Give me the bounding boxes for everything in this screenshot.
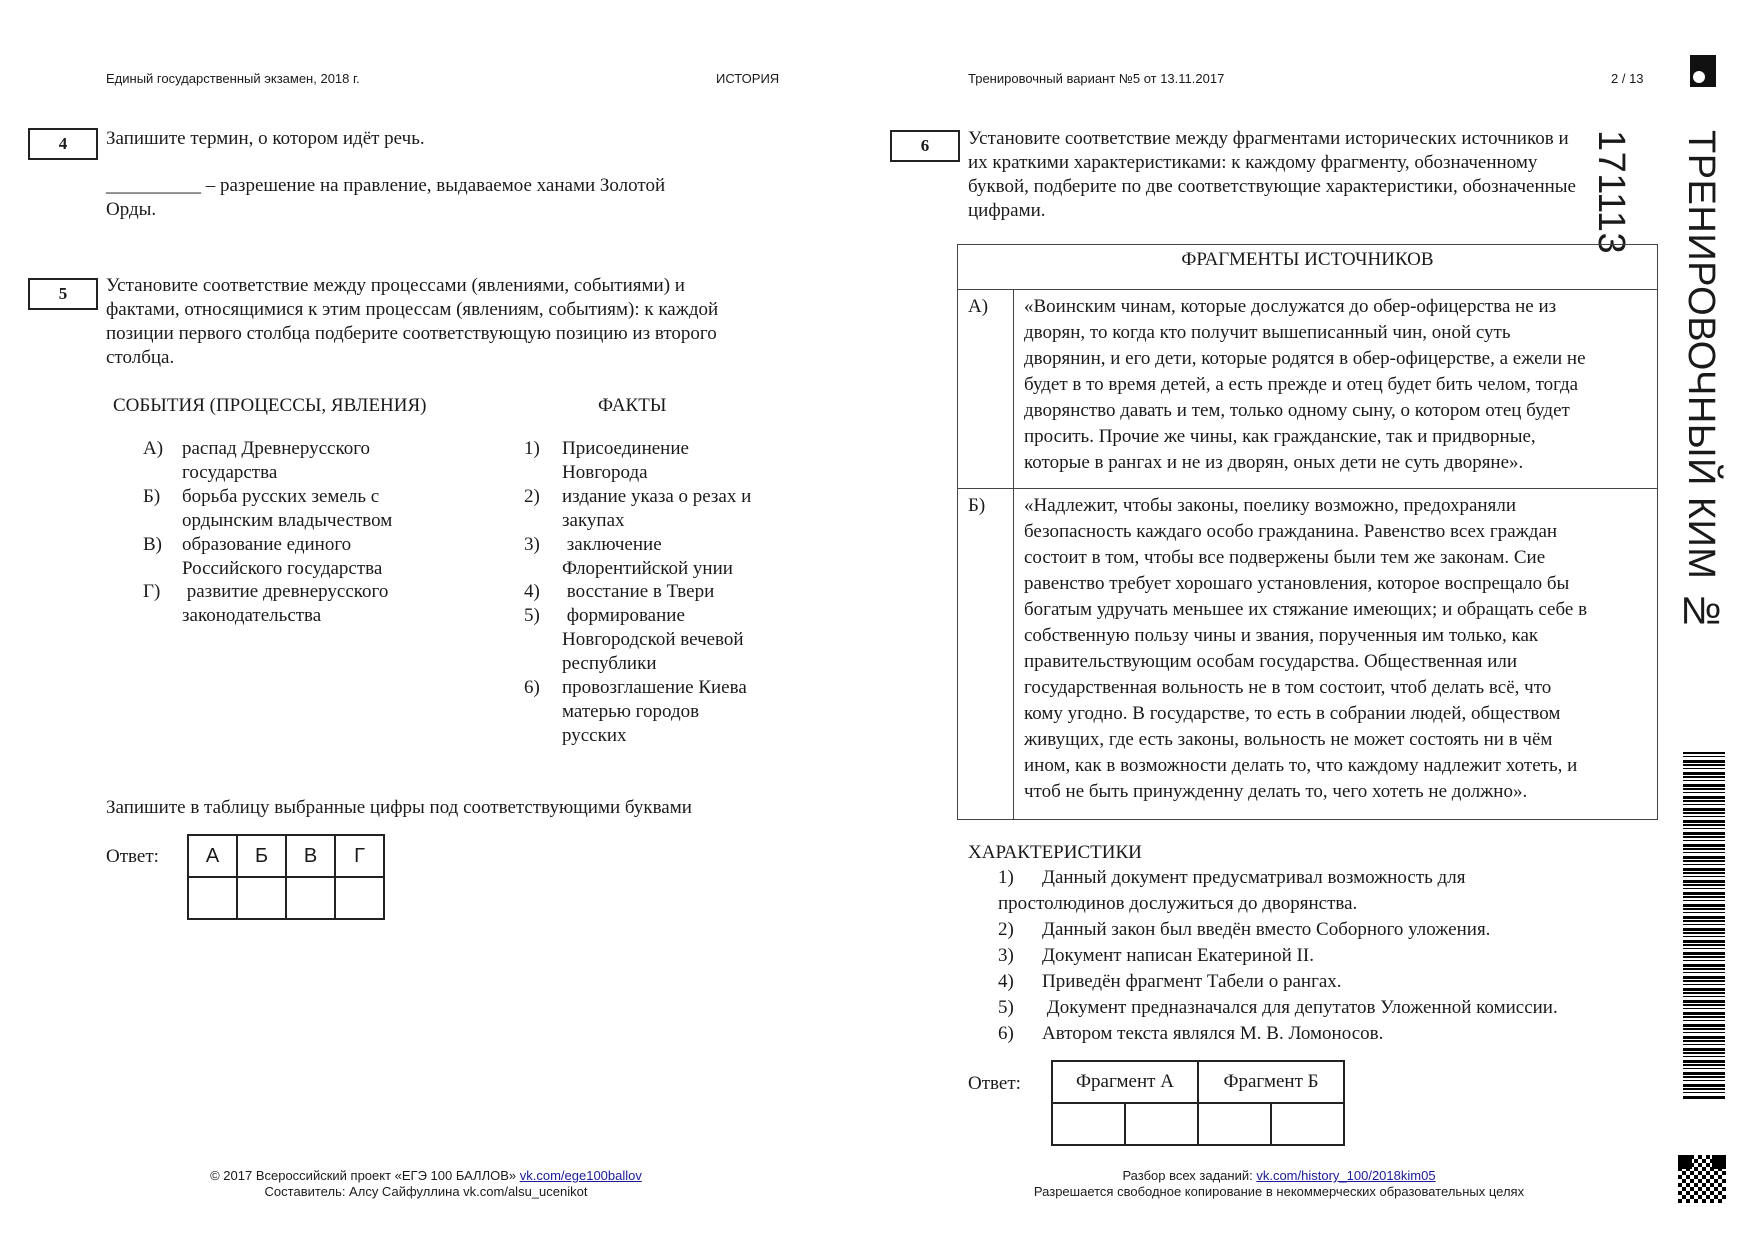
- characteristic-text: Документ написан Екатериной II.: [1042, 945, 1314, 966]
- characteristic-number: 1): [998, 867, 1014, 888]
- fact-number: 2): [524, 486, 540, 507]
- question-5-number: 5: [28, 278, 98, 310]
- answer-header-fragment-b: Фрагмент Б: [1198, 1061, 1344, 1103]
- answer-header-v: В: [286, 835, 335, 877]
- fact-number: 5): [524, 605, 540, 626]
- answer-cell-b2[interactable]: [1271, 1103, 1344, 1145]
- characteristic-number: 3): [998, 945, 1014, 966]
- footer-link-ege100[interactable]: vk.com/ege100ballov: [519, 1168, 642, 1183]
- sources-table: [957, 244, 1658, 820]
- fragment-text: «Надлежит, чтобы законы, поелику возможно, предохраняли безопасность каждаго особо гражданина. Равенство всех граждан состоит в том, чтобы все подвержены были тем же законам. Сие равенство требует хорошаго установления, которое воспрещало бы богатым удручать меньшее их стяжание имеющих; и обращать себе в собственную пользу чины и звания, порученныя им только, как правительствующим особам государства. Общественная или государственная вольность не в том состоит, чтоб делать всё, что кому угодно. В государстве, то есть в собрании людей, обществом живущих, где есть законы, вольность не может состоять ни в чём ином, как в возможности делать то, что каждому надлежит хотеть, и чтоб не быть принужденну делать то, чего хотеть не должно».: [1024, 495, 1588, 802]
- question-6-answer-table: [1051, 1060, 1345, 1146]
- fragment-letter: А): [958, 290, 1014, 488]
- characteristic-text: Приведён фрагмент Табели о рангах.: [1042, 971, 1342, 992]
- fragment-letter: Б): [958, 489, 1014, 819]
- footer-analysis-label: Разбор всех заданий:: [1122, 1168, 1257, 1183]
- answer-cell-a2[interactable]: [1125, 1103, 1198, 1145]
- fact-text: заключение Флорентийской унии: [562, 534, 733, 579]
- variant-title: Тренировочный вариант №5 от 13.11.2017: [968, 71, 1225, 86]
- barcode-icon: [1683, 752, 1725, 1100]
- fact-text: формирование Новгородской вечевой республики: [562, 605, 744, 674]
- fact-number: 4): [524, 581, 540, 602]
- event-text: распад Древнерусского государства: [182, 438, 371, 483]
- footer-left: [0, 1168, 852, 1200]
- answer-header-g: Г: [335, 835, 384, 877]
- question-4-number: 4: [28, 128, 98, 160]
- question-5-line: Установите соответствие между процессами (явлениями, событиями) и: [106, 275, 685, 296]
- question-4-prompt: Запишите термин, о котором идёт речь.: [106, 128, 425, 149]
- question-6-line: буквой, подберите по две соответствующие характеристики, обозначенные: [968, 176, 1576, 197]
- event-letter: В): [143, 534, 162, 555]
- answer-cell-g[interactable]: [335, 877, 384, 919]
- answer-cell-v[interactable]: [286, 877, 335, 919]
- exam-title: Единый государственный экзамен, 2018 г.: [106, 71, 360, 86]
- footer-link-analysis[interactable]: vk.com/history_100/2018kim05: [1256, 1168, 1436, 1183]
- characteristic-number: 6): [998, 1023, 1014, 1044]
- characteristic-text: Автором текста являлся М. В. Ломоносов.: [1042, 1023, 1384, 1044]
- fact-number: 3): [524, 534, 540, 555]
- question-4-text: [106, 174, 665, 198]
- event-letter: Б): [143, 486, 161, 507]
- answer-header-b: Б: [237, 835, 286, 877]
- question-6-line: их краткими характеристиками: к каждому фрагменту, обозначенному: [968, 152, 1538, 173]
- event-text: борьба русских земель с ордынским владычеством: [182, 486, 393, 531]
- question-5-answer-label: Ответ:: [106, 846, 159, 867]
- footer-author: Составитель: Алсу Сайфуллина vk.com/alsu_ucenikot: [264, 1184, 588, 1199]
- answer-cell-a1[interactable]: [1052, 1103, 1125, 1145]
- fact-number: 6): [524, 677, 540, 698]
- question-6-line: цифрами.: [968, 200, 1046, 221]
- fragment-row: [958, 489, 1657, 819]
- fact-number: 1): [524, 438, 540, 459]
- question-5-line: столбца.: [106, 347, 175, 368]
- event-text: образование единого Российского государства: [182, 534, 383, 579]
- question-4-line1: – разрешение на правление, выдаваемое ханами Золотой: [201, 175, 666, 196]
- fact-text: провозглашение Киева матерью городов русских: [562, 677, 747, 746]
- event-text: развитие древнерусского законодательства: [182, 581, 389, 626]
- characteristics-title: ХАРАКТЕРИСТИКИ: [968, 842, 1142, 863]
- fact-text: Присоединение Новгорода: [562, 438, 689, 483]
- event-letter: Г): [143, 581, 161, 602]
- page-number: 2 / 13: [1611, 71, 1644, 86]
- answer-header-fragment-a: Фрагмент А: [1052, 1061, 1198, 1103]
- fact-text: восстание в Твери: [562, 581, 715, 602]
- facts-column-title: ФАКТЫ: [598, 395, 667, 416]
- characteristic-continuation: простолюдинов дослужиться до дворянства.: [998, 893, 1358, 914]
- question-5-answer-table: [187, 834, 385, 920]
- fragment-text: «Воинским чинам, которые дослужатся до обер-офицерства не из дворян, то когда кто получит вышеписанный чин, оной суть дворянин, и его дети, которые родятся в обер-офицерстве, а ежели не будет в то время детей, а есть прежде и отец будет бить челом, тогда дворянство давать и тем, только одному сыну, о котором отец будет просить. Прочие же чины, как гражданские, так и придворные, которые в рангах и не из дворян, оных дети не суть дворяне».: [1024, 296, 1586, 473]
- side-title: ТРЕНИРОВОЧНЫЙ КИМ № 171113: [1590, 130, 1722, 633]
- question-5-line: фактами, относящимися к этим процессам (явлениям, событиям): к каждой: [106, 299, 719, 320]
- characteristic-number: 5): [998, 997, 1014, 1018]
- question-4-line2: Орды.: [106, 199, 157, 220]
- question-5-prompt: [106, 274, 718, 370]
- question-6-line: Установите соответствие между фрагментами исторических источников и: [968, 128, 1569, 149]
- sources-title: ФРАГМЕНТЫ ИСТОЧНИКОВ: [958, 245, 1657, 290]
- characteristic-number: 2): [998, 919, 1014, 940]
- characteristic-text: Данный закон был введён вместо Соборного уложения.: [1042, 919, 1491, 940]
- logo-icon: [1690, 55, 1716, 87]
- answer-cell-a[interactable]: [188, 877, 237, 919]
- answer-cell-b1[interactable]: [1198, 1103, 1271, 1145]
- question-6-answer-label: Ответ:: [968, 1073, 1021, 1094]
- question-6-prompt: [968, 127, 1576, 223]
- footer-copy-notice: Разрешается свободное копирование в некоммерческих образовательных целях: [1033, 1184, 1525, 1199]
- question-4-blank: __________: [106, 175, 201, 196]
- characteristic-text: Данный документ предусматривал возможность для: [1042, 867, 1466, 888]
- event-letter: А): [143, 438, 164, 459]
- fragment-row: [958, 290, 1657, 489]
- qr-code-icon: [1678, 1155, 1726, 1203]
- question-6-number: 6: [890, 130, 960, 162]
- answer-header-a: А: [188, 835, 237, 877]
- characteristic-number: 4): [998, 971, 1014, 992]
- fact-text: издание указа о резах и закупах: [562, 486, 752, 531]
- events-column-title: СОБЫТИЯ (ПРОЦЕССЫ, ЯВЛЕНИЯ): [113, 395, 427, 416]
- characteristic-text: Документ предназначался для депутатов Уложенной комиссии.: [1042, 997, 1558, 1018]
- question-5-instruction: Запишите в таблицу выбранные цифры под соответствующими буквами: [106, 797, 692, 818]
- footer-right: [900, 1168, 1658, 1200]
- footer-copyright: © 2017 Всероссийский проект «ЕГЭ 100 БАЛЛОВ»: [210, 1168, 520, 1183]
- answer-cell-b[interactable]: [237, 877, 286, 919]
- subject-title: ИСТОРИЯ: [716, 71, 780, 86]
- question-5-line: позиции первого столбца подберите соответствующую позицию из второго: [106, 323, 717, 344]
